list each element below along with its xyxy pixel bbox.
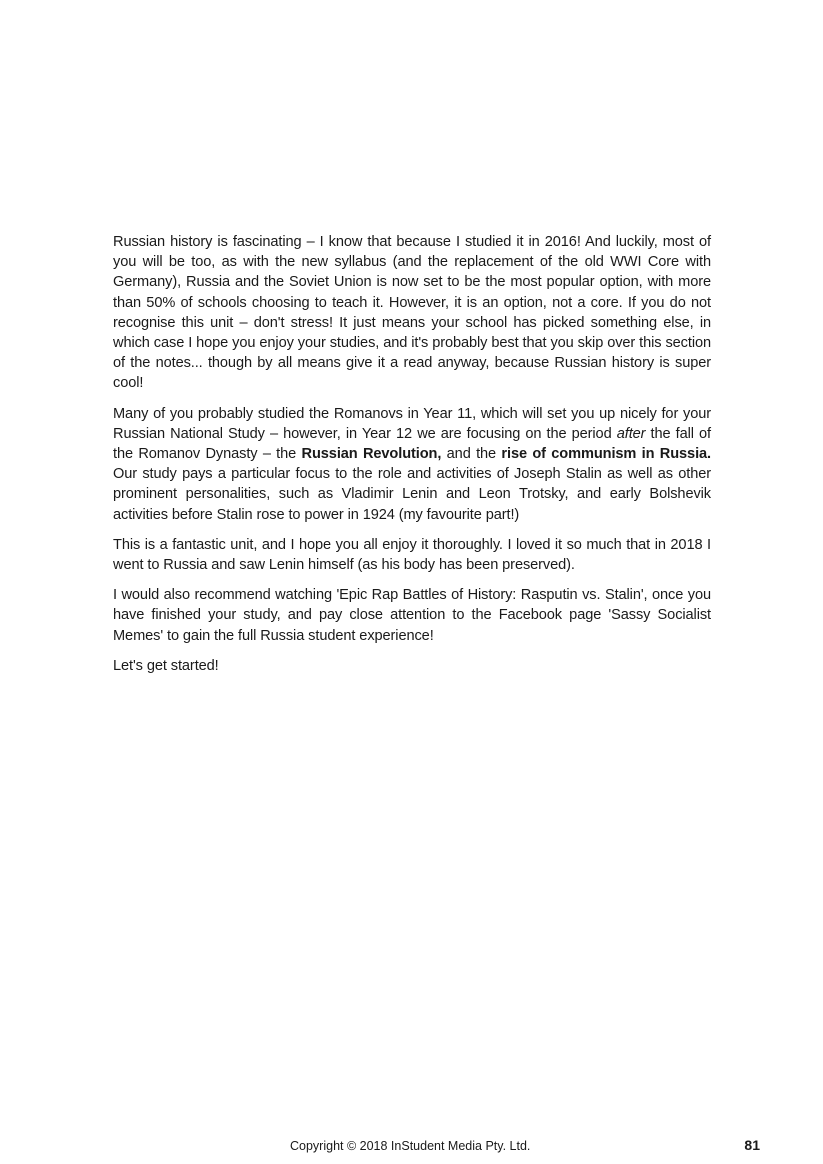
focus-text-part3: and the <box>441 446 502 463</box>
focus-bold-communism: rise of communism in Russia. <box>501 446 711 463</box>
intro-paragraph: Russian history is fascinating – I know that because I studied it in 2016! And luckily, most of you will be too, as with the new syllabus (and the replacement of the old WWI Core with Germany), Russia and the Soviet Union is now set to be the most popular option, with more than 50% of schools choosing to teach it. However, it is an option, not a core. If you do not recognise this unit – don't stress! It just means your school has picked something else, in which case I hope you enjoy your studies, and it's probably best that you skip over this section of the notes... though by all means give it a read anyway, because Russian history is super cool! <box>113 234 711 392</box>
page-number: 81 <box>744 1137 760 1153</box>
focus-text-part2: the fall of the Romanov Dynasty – the <box>113 425 711 463</box>
document-body <box>113 232 711 686</box>
get-started-paragraph: Let's get started! <box>113 657 219 674</box>
recommendation-paragraph: I would also recommend watching 'Epic Rap Battles of History: Rasputin vs. Stalin', once you have finished your study, and pay close attention to the Facebook page 'Sassy Socialist Memes' to gain the full Russia student experience! <box>113 587 711 644</box>
focus-paragraph <box>113 404 711 525</box>
focus-text-part1: Many of you probably studied the Romanovs in Year 11, which will set you up nicely for your Russian National Study – however, in Year 12 we are focusing on the period <box>113 405 711 442</box>
copyright-notice: Copyright © 2018 InStudent Media Pty. Ltd. <box>290 1139 531 1153</box>
focus-text-part4: Our study pays a particular focus to the role and activities of Joseph Stalin as well as other prominent personalities, such as Vladimir Lenin and Leon Trotsky, and early Bolshevik activities before Stalin rose to power in 1924 (my favourite part!) <box>113 466 711 523</box>
fantastic-unit-paragraph: This is a fantastic unit, and I hope you all enjoy it thoroughly. I loved it so much that in 2018 I went to Russia and saw Lenin himself (as his body has been preserved). <box>113 536 711 574</box>
focus-bold-revolution: Russian Revolution, <box>301 446 442 463</box>
page-footer <box>0 1137 823 1157</box>
focus-italic-after: after <box>616 425 646 442</box>
